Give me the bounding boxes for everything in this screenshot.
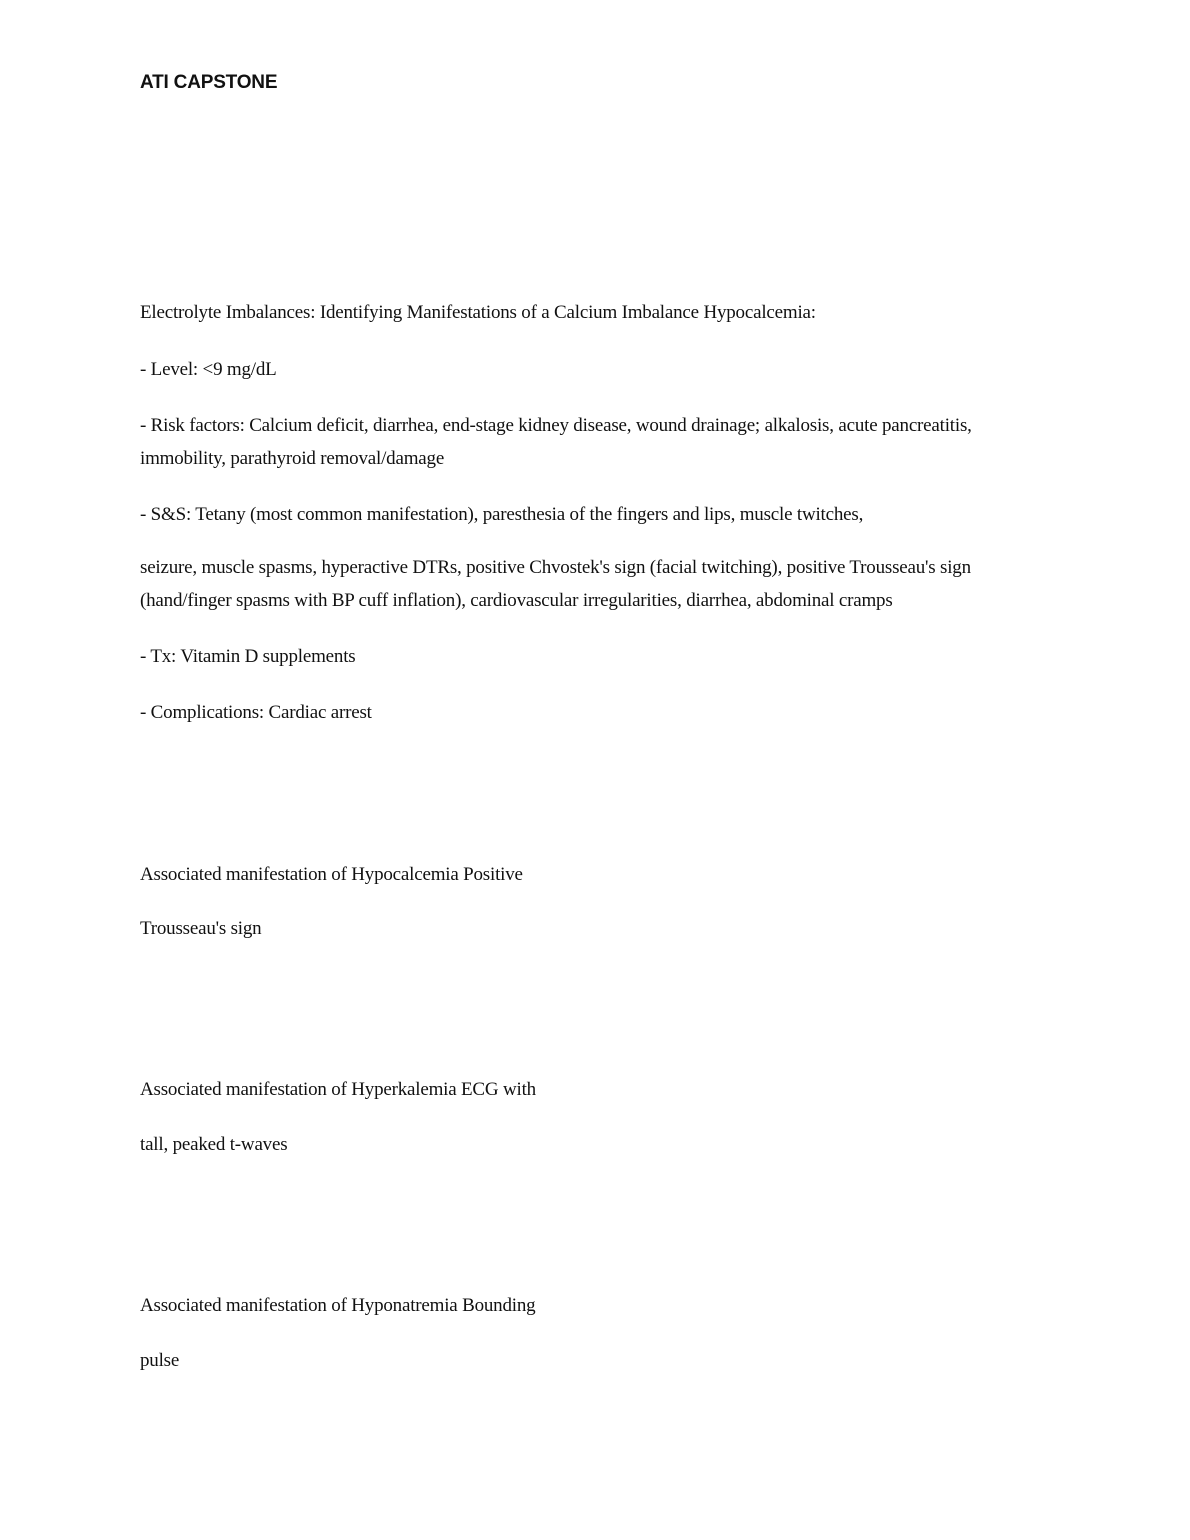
flashcard-2-line-1: Associated manifestation of Hyperkalemia ECG with bbox=[140, 1079, 536, 1100]
treatment-bullet: - Tx: Vitamin D supplements bbox=[140, 646, 356, 667]
flashcard-2-line-2: tall, peaked t-waves bbox=[140, 1134, 288, 1155]
signs-symptoms-bullet: - S&S: Tetany (most common manifestation), paresthesia of the fingers and lips, muscle twitches, bbox=[140, 504, 864, 525]
level-bullet: - Level: <9 mg/dL bbox=[140, 359, 277, 380]
flashcard-1-line-1: Associated manifestation of Hypocalcemia Positive bbox=[140, 864, 523, 885]
section-heading: Electrolyte Imbalances: Identifying Manifestations of a Calcium Imbalance Hypocalcemia: bbox=[140, 302, 816, 323]
flashcard-1-line-2: Trousseau's sign bbox=[140, 918, 262, 939]
complications-bullet: - Complications: Cardiac arrest bbox=[140, 702, 372, 723]
flashcard-3-line-2: pulse bbox=[140, 1350, 180, 1371]
signs-symptoms-continuation: seizure, muscle spasms, hyperactive DTRs, positive Chvostek's sign (facial twitching), positive Trousseau's sign (hand/finger spasms with BP cuff inflation), cardiovascular irregularities, diarrhea, abdominal cramps bbox=[140, 557, 971, 611]
document-title: ATI CAPSTONE bbox=[140, 72, 278, 93]
flashcard-3-line-1: Associated manifestation of Hyponatremia Bounding bbox=[140, 1295, 536, 1316]
risk-factors-bullet: - Risk factors: Calcium deficit, diarrhea, end-stage kidney disease, wound drainage; alkalosis, acute pancreatitis, immobility, parathyroid removal/damage bbox=[140, 415, 972, 469]
